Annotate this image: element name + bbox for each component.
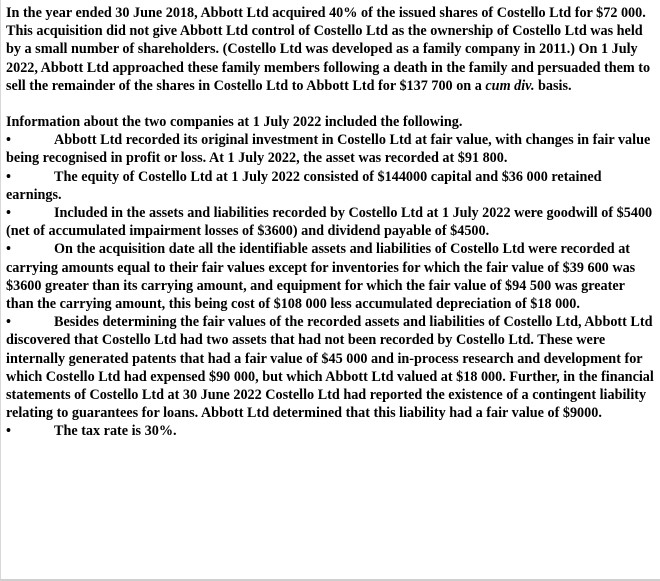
bullet-dot-icon: •	[6, 132, 11, 149]
intro-text-end: basis.	[534, 77, 572, 94]
bullet-item-1	[6, 131, 654, 167]
bullet-dot-icon: •	[6, 423, 11, 440]
bullet-item-5	[6, 313, 654, 422]
bullet-item-2	[6, 168, 654, 204]
bullet-text: The equity of Costello Ltd at 1 July 2022 consisted of $144000 capital and $36 000 retained earnings.	[6, 168, 602, 203]
bullet-dot-icon: •	[6, 241, 11, 258]
bullet-dot-icon: •	[6, 205, 11, 222]
paragraph-gap	[6, 95, 654, 113]
bullet-text: Besides determining the fair values of the recorded assets and liabilities of Costello Ltd, Abbott Ltd discovered that Costello Ltd had two assets that had not been recorded by Costello Ltd. These were internally generated patents that had a fair value of $45 000 and in-process research and development for which Costello Ltd had expensed $90 000, but which Abbott Ltd valued at $18 000. Further, in the financial statements of Costello Ltd at 30 June 2022 Costello Ltd had reported the existence of a contingent liability relating to guarantees for loans. Abbott Ltd determined that this liability had a fair value of $9000.	[6, 314, 654, 422]
bullet-dot-icon: •	[6, 168, 11, 185]
bullet-dot-icon: •	[6, 314, 11, 331]
page-left-border	[0, 0, 1, 581]
bullet-text: Abbott Ltd recorded its original investment in Costello Ltd at fair value, with changes in fair value being recognised in profit or loss. At 1 July 2022, the asset was recorded at $91 800.	[6, 132, 651, 167]
document-body	[6, 4, 654, 441]
info-heading: Information about the two companies at 1 July 2022 included the following.	[6, 114, 463, 131]
bullet-text: On the acquisition date all the identifiable assets and liabilities of Costello Ltd were recorded at carrying amounts equal to their fair values except for inventories for which the fair value of $39 600 was $3600 greater than its carrying amount, and equipment for which the fair value of $94 500 was greater than the carrying amount, this being cost of $108 000 less accumulated depreciation of $18 000.	[6, 241, 636, 313]
bullet-item-4	[6, 240, 654, 313]
bullet-text: The tax rate is 30%.	[54, 423, 177, 440]
bullet-text: Included in the assets and liabilities recorded by Costello Ltd at 1 July 2022 were goodwill of $5400 (net of accumulated impairment losses of $3600) and dividend payable of $4500.	[6, 205, 653, 240]
bullet-item-3	[6, 204, 654, 240]
intro-italic-term: cum div.	[485, 77, 535, 94]
intro-text: In the year ended 30 June 2018, Abbott Ltd acquired 40% of the issued shares of Costello Ltd for $72 000. This acquisition did not give Abbott Ltd control of Costello Ltd as the ownership of Costello Ltd was held by a small number of shareholders. (Costello Ltd was developed as a family company in 2011.) On 1 July 2022, Abbott Ltd approached these family members following a death in the family and persuaded them to sell the remainder of the shares in Costello Ltd to Abbott Ltd for $137 700 on a	[6, 5, 651, 94]
intro-paragraph	[6, 4, 654, 95]
bullet-item-6	[6, 422, 654, 440]
